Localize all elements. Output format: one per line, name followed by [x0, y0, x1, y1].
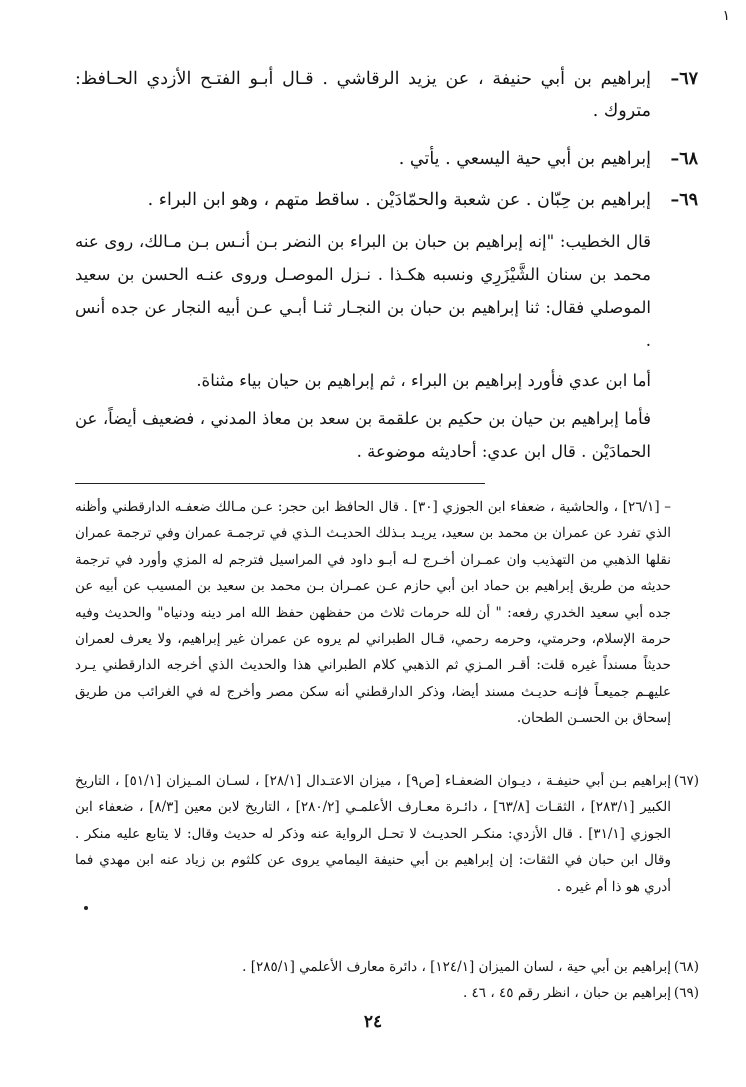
entry-67	[75, 63, 698, 127]
paragraph-ibn-adi: أما ابن عدي فأورد إبراهيم بن البراء ، ثم إبراهيم بن حيان بياء مثناة.	[196, 371, 651, 390]
footnote-number: (٦٨)	[673, 959, 699, 975]
entry-number: ٦٩–	[670, 190, 698, 210]
footnote-number: (٦٧)	[673, 773, 699, 789]
page-number: ٢٤	[363, 1012, 383, 1032]
paragraph-khatib: قال الخطيب: "إنه إبراهيم بن حبان بن البراء بن النضر بـن أنـس بـن مـالك، روى عنه محمد بن سنان الشَّيْزَرِي ونسبه هكـذا . نـزل الموصـل وروى عنـه الحسن بن سعيد الموصلي فقال: ثنا إبراهيم بن حبان بن النجـار ثنـا أبـي عـن أبيه النجار عن جده أنس .	[75, 232, 651, 350]
footnote-separator	[75, 483, 485, 484]
footnote-number: (٦٩)	[673, 985, 699, 1001]
entry-text: إبراهيم بن أبي حية اليسعي . يأتي .	[398, 149, 651, 169]
entry-text: إبراهيم بن أبي حنيفة ، عن يزيد الرقاشي . قـال أبـو الفتـح الأزدي الحـافظ: متروك .	[75, 69, 651, 121]
footnote-text: إبراهيم بـن أبي حنيفـة ، ديـوان الضعفـاء [ص٩] ، ميزان الاعتـدال [٢٨/١] ، لسـان المـيزان [٥١/١] ، التاريخ الكبير [٢٨٣/١] ، الثقـات [٦٣/٨] ، دائـرة معـارف الأعلمـي [٢٨٠/٢] ، التاريخ لابن معين [٨/٣] ، ضعفاء ابن الجوزي [٣١/١] . قال الأزدي: منكـر الحديـث لا تحـل الرواية عنه وذكر له حديث وقال: لا يتابع عليه منكر . وقال ابن حبان في الثقات: إن إبراهيم بن أبي حنيفة اليمامي يروى عن كلثوم بن زياد عنه ابن مهدي فما أدري هو ذا أم غيره .	[75, 773, 672, 895]
footnote-text: إبراهيم بن حبان ، انظر رقم ٤٥ ، ٤٦ .	[462, 985, 671, 1001]
stray-mark	[84, 906, 88, 910]
entry-number: ٦٨–	[670, 149, 698, 169]
entry-number: ٦٧–	[670, 69, 698, 89]
entry-69	[75, 184, 698, 216]
entry-text: إبراهيم بن حِبّان . عن شعبة والحمّادَيْن . ساقط متهم ، وهو ابن البراء .	[147, 190, 651, 210]
footnote-67	[75, 768, 699, 900]
corner-mark: ١	[722, 8, 730, 24]
paragraph-ibn-hayyan: فأما إبراهيم بن حيان بن حكيم بن علقمة بن سعد بن معاذ المدني ، فضعيف أيضاً، عن الحمادَيْن . قال ابن عدي: أحاديثه موضوعة .	[75, 409, 651, 461]
footnote-69	[75, 980, 699, 1006]
footnote-68	[75, 954, 699, 980]
entry-68	[75, 143, 698, 175]
footnote-continuation: – [٢٦/١] ، والحاشية ، ضعفاء ابن الجوزي [٣٠] . قال الحافظ ابن حجر: عـن مـالك ضعفـه الدارقطني وأظنه الذي تفرد عن عمران بن محمد بن سعيد، يريـد بـذلك الحديـث الـذي في ترجمـة عمران وفي ترجمة عمران نقلها الذهبي من التهذيب وان عمـران أخـرج لـه أبـو داود في المراسيل فترجم له المزي وأورد في ترجمة حديثه من طريق إبراهيم بن حماد ابن أبي حازم عـن عمـران بـن محمد بن سعيد بن المسيب عن أبيه عن جده أبي سعيد الخدري رفعه: " أن لله حرمات ثلاث من حفظهن حفظ الله امر دينه ودنياه" والحديث وفيه حرمة الإسلام، وحرمتي، وحرمه رحمي، قـال الطبراني لم يروه عن عمران غير إبراهيم، ولا يعرف لعمران حديثاً مسنداً غيره قلت: أقـر المـزي ثم الذهبي كلام الطبراني هذا والحديث الذي أخرجه الدارقطني يـرد عليهـم جميعـاً فإنـه حديـث مسند أيضا، وذكر الدارقطني أنه سكن مصر وأخرج له في الغرائب من طريق إسحاق بن الحسـن الطحان.	[75, 499, 672, 727]
footnote-text: إبراهيم بن أبي حية ، لسان الميزان [١٢٤/١] ، دائرة معارف الأعلمي [٢٨٥/١] .	[242, 959, 671, 975]
